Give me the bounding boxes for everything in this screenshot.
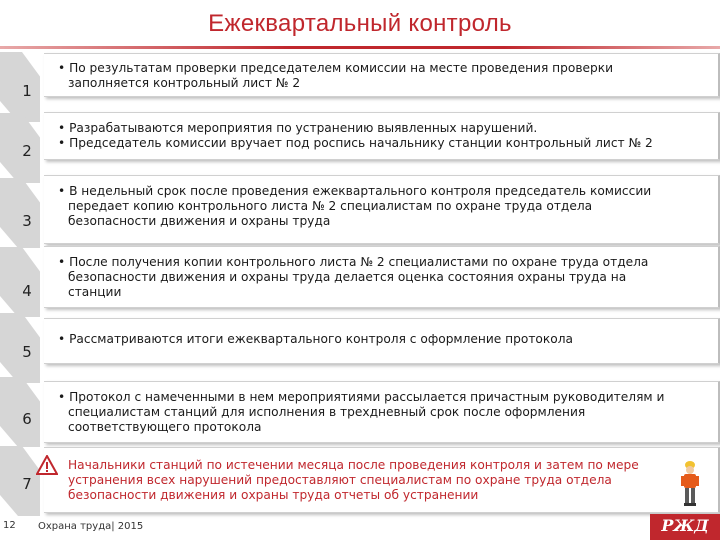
step-6-line-3: соответствующего протокола xyxy=(68,420,262,434)
step-2-line-2: • Председатель комиссии вручает под роспись начальнику станции контрольный лист № 2 xyxy=(58,136,653,150)
step-7-line-3: безопасности движения и охраны труда отчеты об устранении xyxy=(68,488,479,502)
step-4-line-2: безопасности движения и охраны труда делается оценка состояния охраны труда на xyxy=(68,270,627,284)
step-number-7: 7 xyxy=(22,475,32,493)
step-7-line-2: устранения всех нарушений предоставляют специалистам по охране труда отдела xyxy=(68,473,612,487)
step-4-line-1: • После получения копии контрольного листа № 2 специалистами по охране труда отдела xyxy=(58,255,649,269)
title-divider xyxy=(0,46,720,49)
footer-text: Охрана труда| 2015 xyxy=(38,521,144,532)
step-text-1 xyxy=(58,61,708,91)
step-number-4: 4 xyxy=(22,282,32,300)
warning-icon xyxy=(36,455,58,475)
step-1-line-1: • По результатам проверки председателем комиссии на месте проведения проверки xyxy=(58,61,614,75)
step-text-6 xyxy=(58,390,708,435)
rzd-logo xyxy=(650,514,720,540)
step-text-4 xyxy=(58,255,708,300)
step-number-1: 1 xyxy=(22,82,32,100)
step-4-line-3: станции xyxy=(68,285,122,299)
step-number-6: 6 xyxy=(22,410,32,428)
step-text-7 xyxy=(68,458,718,503)
step-text-2 xyxy=(58,121,708,151)
step-2-line-1: • Разрабатываются мероприятия по устранению выявленных нарушений. xyxy=(58,121,538,135)
step-text-3 xyxy=(58,184,708,229)
step-number-5: 5 xyxy=(22,343,32,361)
step-6-line-1: • Протокол с намеченными в нем мероприятиями рассылается причастным руководителям и xyxy=(58,390,665,404)
page-number: 12 xyxy=(3,520,16,531)
step-3-line-2: передает копию контрольного листа № 2 специалистам по охране труда отдела xyxy=(68,199,593,213)
step-1-line-2: заполняется контрольный лист № 2 xyxy=(68,76,301,90)
slide-title: Ежеквартальный контроль xyxy=(208,10,512,37)
rzd-logo-text: РЖД xyxy=(661,516,709,535)
step-number-2: 2 xyxy=(22,142,32,160)
step-6-line-2: специалистам станций для исполнения в трехдневный срок после оформления xyxy=(68,405,586,419)
step-3-line-3: безопасности движения и охраны труда xyxy=(68,214,331,228)
worker-figure-icon xyxy=(679,459,701,509)
step-5-line-1: • Рассматриваются итоги ежеквартального контроля с оформление протокола xyxy=(58,332,573,346)
step-7-line-1: Начальники станций по истечении месяца после проведения контроля и затем по мере xyxy=(68,458,639,472)
step-text-5 xyxy=(58,332,708,347)
step-3-line-1: • В недельный срок после проведения ежеквартального контроля председатель комиссии xyxy=(58,184,652,198)
step-number-3: 3 xyxy=(22,212,32,230)
